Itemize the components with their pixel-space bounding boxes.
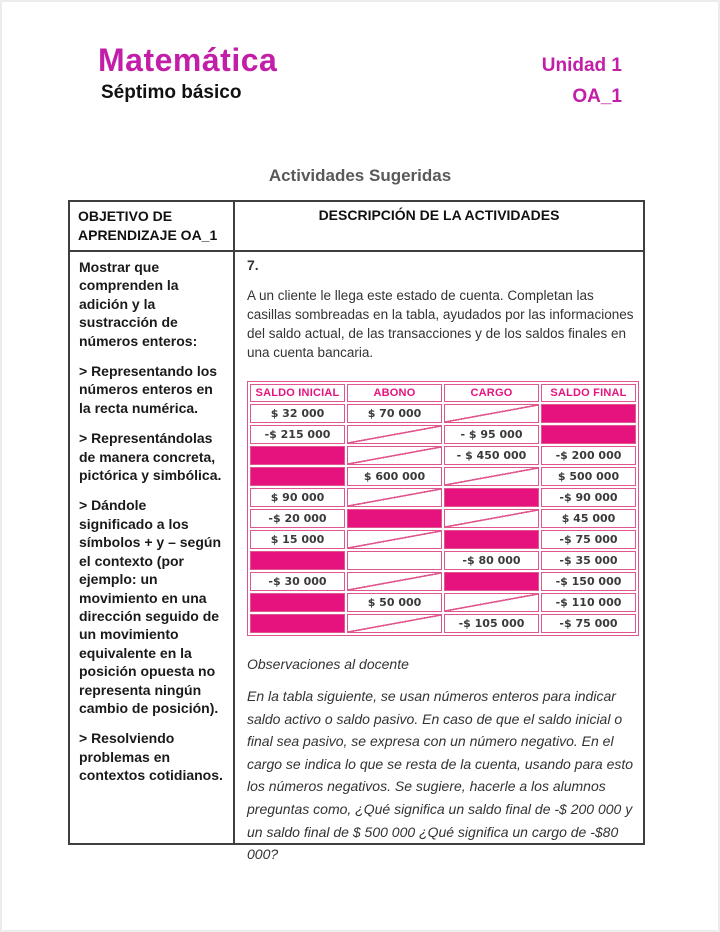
account-cell-value: -$ 80 000	[444, 551, 539, 570]
account-cell-value: -$ 90 000	[541, 488, 636, 507]
account-cell-value: $ 500 000	[541, 467, 636, 486]
account-cell-shaded	[541, 425, 636, 444]
account-column-header: CARGO	[444, 384, 539, 402]
description-cell	[235, 252, 651, 863]
account-row	[250, 446, 636, 465]
objective-paragraph: > Resolviendo problemas en contextos cotidianos.	[79, 730, 223, 784]
objective-paragraph: > Representándolas de manera concreta, pictórica y simbólica.	[79, 430, 222, 484]
account-cell-value: $ 90 000	[250, 488, 345, 507]
objective-paragraph: Mostrar que comprenden la adición y la sustracción de números enteros:	[79, 259, 198, 349]
account-cell-value: -$ 215 000	[250, 425, 345, 444]
activities-table	[68, 200, 645, 863]
account-row	[250, 551, 636, 570]
account-column-header: SALDO FINAL	[541, 384, 636, 402]
account-cell-value: - $ 450 000	[444, 446, 539, 465]
account-cell-value: - $ 95 000	[444, 425, 539, 444]
objective-paragraph: > Dándole significado a los símbolos + y – según el contexto (por ejemplo: un movimiento en una dirección seguido de un movimiento equivalente en la posición opuesta no representa ningún cambio de posición).	[79, 497, 221, 716]
doc-subtitle: Séptimo básico	[101, 82, 242, 103]
account-cell-value: -$ 35 000	[541, 551, 636, 570]
account-cell-shaded	[250, 551, 345, 570]
observations-title: Observaciones al docente	[247, 656, 409, 672]
account-cell-shaded	[250, 593, 345, 612]
account-row	[250, 572, 636, 591]
account-cell-crossed	[347, 446, 442, 465]
activity-intro: A un cliente le llega este estado de cuenta. Completan las casillas sombreadas en la tabla, ayudados por las informaciones del saldo actual, de las transacciones y de los saldos finales en una cuenta bancaria.	[247, 288, 634, 360]
account-row	[250, 404, 636, 423]
account-cell-value: -$ 75 000	[541, 530, 636, 549]
account-table-body	[250, 404, 636, 633]
activities-table-header-row	[70, 202, 643, 252]
account-cell-crossed	[347, 530, 442, 549]
account-cell-value: -$ 20 000	[250, 509, 345, 528]
account-cell-crossed	[347, 488, 442, 507]
account-row	[250, 488, 636, 507]
account-cell-crossed	[444, 509, 539, 528]
doc-title: Matemática	[98, 42, 278, 78]
account-cell-shaded	[444, 572, 539, 591]
objective-paragraph: > Representando los números enteros en la recta numérica.	[79, 363, 218, 416]
account-table-grid	[248, 382, 638, 635]
account-cell-crossed	[444, 467, 539, 486]
unit-label: Unidad 1	[541, 55, 622, 76]
account-cell-shaded	[250, 614, 345, 633]
account-column-header: ABONO	[347, 384, 442, 402]
account-row	[250, 467, 636, 486]
account-cell-value: -$ 105 000	[444, 614, 539, 633]
account-cell-value: $ 32 000	[250, 404, 345, 423]
section-title: Actividades Sugeridas	[268, 166, 452, 185]
account-cell-crossed	[347, 614, 442, 633]
description-column-header: DESCRIPCIÓN DE LA ACTIVIDADES	[318, 207, 560, 223]
account-cell-shaded	[541, 404, 636, 423]
account-cell-shaded	[444, 488, 539, 507]
account-row	[250, 593, 636, 612]
account-row	[250, 614, 636, 633]
account-cell-shaded	[250, 446, 345, 465]
account-cell-value: $ 45 000	[541, 509, 636, 528]
account-header-row	[250, 384, 636, 402]
account-cell-crossed	[347, 572, 442, 591]
account-cell-blank	[347, 551, 442, 570]
account-cell-value: -$ 150 000	[541, 572, 636, 591]
unit-block	[470, 50, 622, 112]
account-cell-shaded	[347, 509, 442, 528]
account-cell-shaded	[444, 530, 539, 549]
account-column-header: SALDO INICIAL	[250, 384, 345, 402]
oa-label: OA_1	[572, 86, 622, 107]
objective-cell	[70, 252, 235, 843]
account-cell-crossed	[347, 425, 442, 444]
account-row	[250, 530, 636, 549]
account-cell-value: $ 50 000	[347, 593, 442, 612]
activity-number: 7.	[247, 257, 259, 273]
account-cell-value: $ 15 000	[250, 530, 345, 549]
objective-column-header: OBJETIVO DE APRENDIZAJE OA_1	[70, 202, 235, 250]
account-cell-crossed	[444, 404, 539, 423]
account-row	[250, 509, 636, 528]
observations-text: En la tabla siguiente, se usan números enteros para indicar saldo activo o saldo pasivo. En caso de que el saldo inicial o final sea pasivo, se expresa con un número negativo. En el cargo se indica lo que se resta de la cuenta, usando para esto los números negativos. Se sugiere, hacerle a los alumnos preguntas como, ¿Qué significa un saldo final de -$ 200 000 y un saldo final de $ 500 000 ¿Qué significa un cargo de -$80 000?	[247, 688, 634, 863]
activities-table-body-row	[70, 252, 643, 863]
account-cell-crossed	[444, 593, 539, 612]
account-cell-value: -$ 30 000	[250, 572, 345, 591]
account-cell-value: -$ 200 000	[541, 446, 636, 465]
account-row	[250, 425, 636, 444]
account-cell-value: $ 70 000	[347, 404, 442, 423]
account-cell-value: $ 600 000	[347, 467, 442, 486]
account-cell-value: -$ 110 000	[541, 593, 636, 612]
account-cell-value: -$ 75 000	[541, 614, 636, 633]
account-table	[247, 381, 639, 636]
account-cell-shaded	[250, 467, 345, 486]
